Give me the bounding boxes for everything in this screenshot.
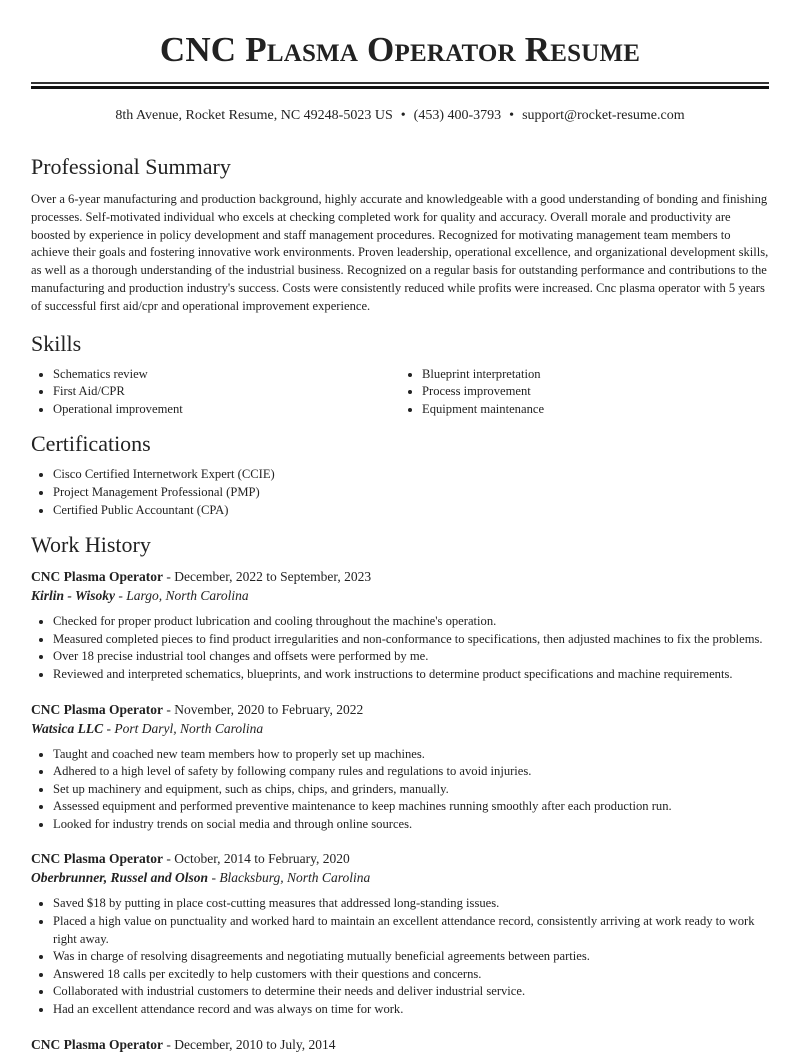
resume-title: CNC Plasma Operator Resume [159,30,641,69]
skill-item: • Equipment maintenance [422,401,769,419]
job-dates: December, 2010 to July, 2014 [174,1036,336,1052]
certification-item: • Cisco Certified Internetwork Expert (CCIE) [53,466,769,484]
dash: - [208,870,220,886]
job-location: Largo, North Carolina [126,588,249,604]
job-bullet: • Assessed equipment and performed preventive maintenance to keep machines running smoothly after each production run. [53,798,769,816]
job-bullet: • Was in charge of resolving disagreements and negotiating mutually beneficial agreements between parties. [53,948,769,966]
skills-columns [31,366,769,419]
section-heading: Certifications [31,431,151,457]
job-bullet: • Saved $18 by putting in place cost-cutting measures that addressed long-standing issues. [53,895,769,913]
contact-phone: (453) 400-3793 [413,108,502,123]
job-title-line [31,849,769,869]
skill-item: • Process improvement [422,383,769,401]
company-name: Kirlin - Wisoky [31,588,116,604]
divider-thin-line [31,82,769,84]
company-line [31,869,769,887]
job-bullet: • Placed a high value on punctuality and worked hard to maintain an excellent attendance record, consistently arriving at work ready to work right away. [53,913,769,948]
job-entry [31,567,769,683]
dash: - [103,720,115,736]
certifications-section [31,430,769,519]
contact-line [31,107,769,125]
skills-section [31,330,769,419]
professional-summary-section [31,153,769,316]
header-divider [31,82,769,89]
skill-item: • Schematics review [53,366,400,384]
job-title-line [31,1035,769,1055]
job-title: CNC Plasma Operator [31,569,163,585]
section-heading: Skills [31,330,82,356]
summary-text: Over a 6-year manufacturing and production background, highly accurate and knowledgeable with a good understanding of bonding and finishing processes. Self-motivated individual who excels at checking completed work for quality and accuracy. Overall morale and productivity are boosted by experience in policy development and staff management procedures. Recognized for motivating management team members to achieve their goals and fostering innovative work environments. Proven leadership, operational excellence, and organizational development skills, as well as a thorough understanding of the industrial business. Recognized on a regular basis for outstanding performance and contributions to the manufacturing and production industry's success. Costs were consistently reduced while profits were increased. Cnc plasma operator with 5 years of successful first aid/cpr and operational improvement experience. [31,192,769,313]
job-bullet: • Set up machinery and equipment, such as chips, chips, and grinders, manually. [53,781,769,799]
company-name: Watsica LLC [31,720,104,736]
job-title: CNC Plasma Operator [31,851,163,867]
skill-item: • Blueprint interpretation [422,366,769,384]
job-dates: December, 2022 to September, 2023 [174,569,372,585]
dash: - [162,851,175,867]
job-bullets [31,895,769,1018]
job-title: CNC Plasma Operator [31,1036,163,1052]
bullet-separator: • [509,108,515,123]
job-bullets [31,746,769,834]
job-bullet: • Over 18 precise industrial tool changes and offsets were performed by me. [53,648,769,666]
job-bullet: • Measured completed pieces to find product irregularities and non-conformance to specifications, then adjusted machines to fix the problems. [53,631,769,649]
job-bullet: • Collaborated with industrial customers to determine their needs and deliver industrial service. [53,983,769,1001]
dash: - [115,588,127,604]
job-bullets [31,613,769,683]
certifications-list [31,466,769,519]
job-entry [31,849,769,1018]
job-title-line [31,700,769,720]
dash: - [162,701,175,717]
skill-item: • First Aid/CPR [53,383,400,401]
job-bullet: • Checked for proper product lubrication and cooling throughout the machine's operation. [53,613,769,631]
company-line [31,720,769,738]
job-bullet: • Had an excellent attendance record and was always on time for work. [53,1001,769,1019]
job-location: Blacksburg, North Carolina [219,870,371,886]
bullet-separator: • [400,108,406,123]
job-title-line [31,567,769,587]
job-bullet: • Taught and coached new team members how to properly set up machines. [53,746,769,764]
job-bullet: • Adhered to a high level of safety by following company rules and regulations to avoid injuries. [53,763,769,781]
section-heading: Work History [31,532,151,558]
skills-list-left [31,366,400,419]
contact-email: support@rocket-resume.com [522,108,685,123]
work-history-section [31,531,769,1055]
job-bullet: • Reviewed and interpreted schematics, blueprints, and work instructions to determine product specifications and machine requirements. [53,666,769,684]
job-entry [31,700,769,834]
job-location: Port Daryl, North Carolina [114,720,264,736]
job-bullet: • Answered 18 calls per excitedly to help customers with their questions and concerns. [53,966,769,984]
job-dates: November, 2020 to February, 2022 [174,701,364,717]
dash: - [162,569,175,585]
job-bullet: • Looked for industry trends on social media and through online sources. [53,816,769,834]
dash: - [162,1036,175,1052]
section-heading: Professional Summary [31,154,231,179]
certification-item: • Project Management Professional (PMP) [53,484,769,502]
divider-thick-line [31,86,769,89]
job-title: CNC Plasma Operator [31,701,163,717]
company-line [31,587,769,605]
job-entry [31,1035,769,1055]
contact-address: 8th Avenue, Rocket Resume, NC 49248-5023 US [115,108,393,123]
company-name: Oberbrunner, Russel and Olson [31,870,209,886]
certification-item: • Certified Public Accountant (CPA) [53,502,769,520]
skill-item: • Operational improvement [53,401,400,419]
skills-list-right [400,366,769,419]
job-dates: October, 2014 to February, 2020 [174,851,350,867]
